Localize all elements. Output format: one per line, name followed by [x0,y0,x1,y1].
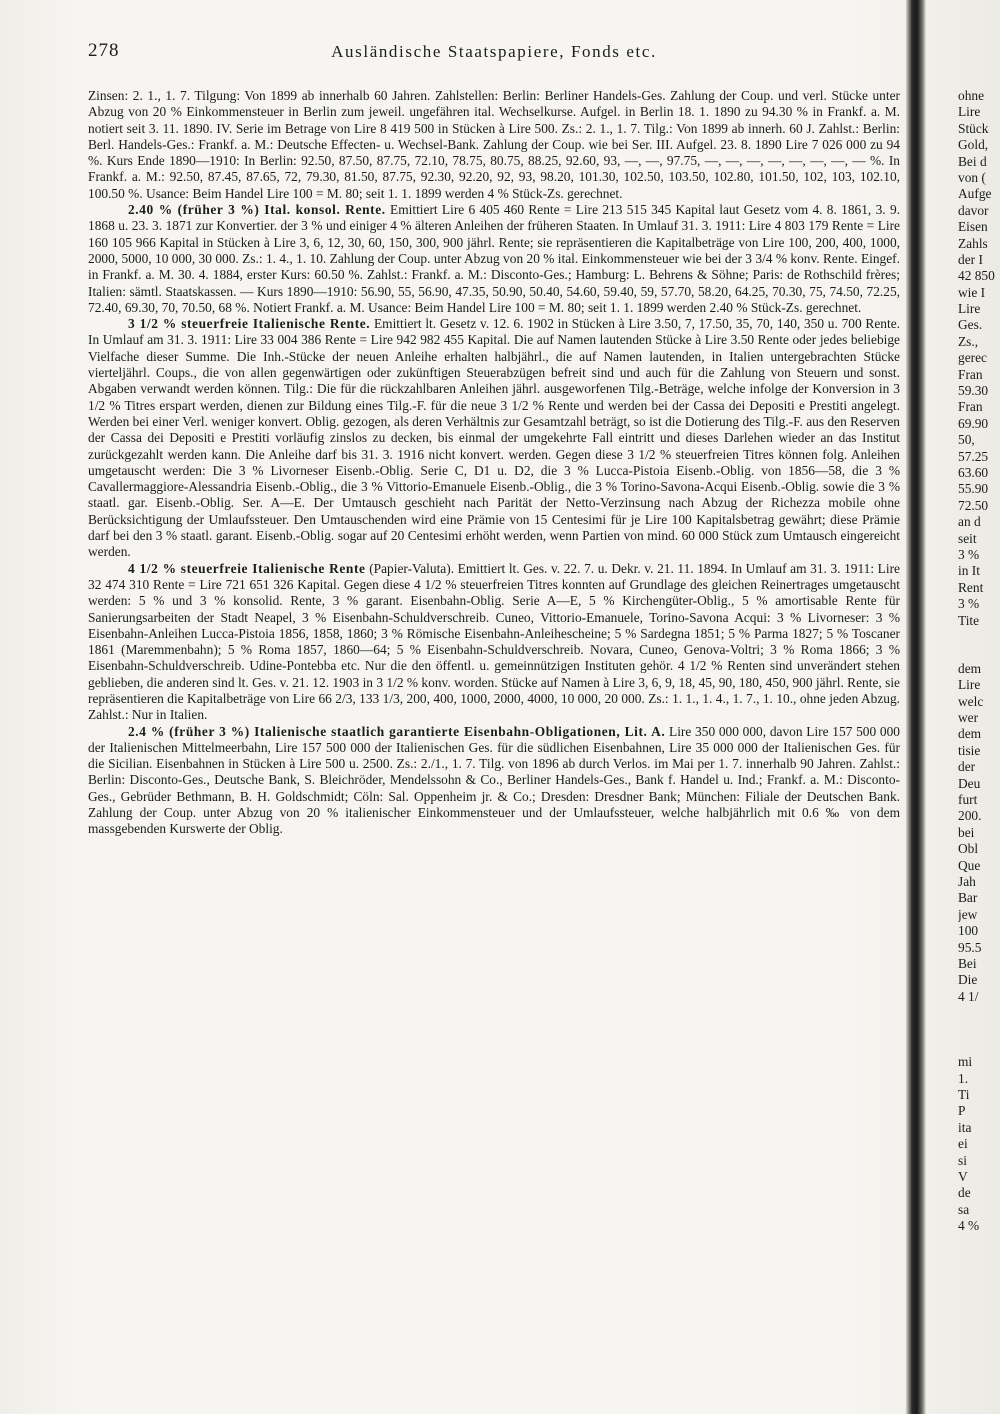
facing-page-fragment: mi [958,1054,973,1070]
facing-page-fragment: Lire [958,677,981,693]
facing-page-fragment: jew [958,906,978,922]
facing-page-fragment: ita [958,1119,972,1135]
entry-heading: 2.40 % (früher 3 %) Ital. konsol. Rente. [128,202,386,218]
facing-page-fragment: 42 850 [958,268,995,284]
facing-page-fragment: wie I [958,284,986,300]
facing-page-fragment: Gold, [958,137,989,153]
intro-paragraph: Zinsen: 2. 1., 1. 7. Tilgung: Von 1899 ab innerhalb 60 Jahren. Zahlstellen: Berlin: Berliner Handels-Ges. Zahlung der Coup. und verl. Stücke unter Abzug von 20 % Einkommensteuer in Berlin zum jeweil. ungefähren ital. Wechselkurse. Aufgel. in Berlin 18. 1. 1890 zu 94.30 % in Frankf. a. M. notiert seit 3. 11. 1890. IV. Serie im Betrage von Lire 8 419 500 in Stücken à Lire 500. Zs.: 2. 1., 1. 7. Tilg.: Von 1899 ab innerh. 60 J. Zahlst.: Berlin: Berl. Handels-Ges.: Frankf. a. M.: Deutsche Effecten- u. Wechsel-Bank. Zahlung der Coup. wie bei Ser. III. Aufgel. 23. 8. 1890 Lire 7 026 000 zu 94 %. Kurs Ende 1890—1910: In Berlin: 92.50, 87.50, 87.75, 72.10, 78.75, 80.75, 88.25, 92.60, 93, —, —, 97.75, —, —, —, —, —, —, —, — %. In Frankf. a. M.: 92.50, 87.45, 87.65, 72, 79.30, 81.50, 87.75, 92.30, 92.20, 92, 93, 98.20, 101.30, 102.50, 103.50, 102.80, 101.50, 102, 103, 102.10, 100.50 %. Usance: Beim Handel Lire 100 = M. 80; seit 1. 1. 1899 werden 4 % Stück-Zs. gerechnet. [88,88,900,201]
facing-page-fragment: Obl [958,841,979,857]
page-number: 278 [88,40,120,61]
facing-page-fragment: 4 1/ [958,988,979,1004]
running-head: Ausländische Staatspapiere, Fonds etc. [331,42,657,61]
facing-page-fragment: ohne [958,88,985,103]
facing-page-fragment: Eisen [958,219,988,235]
facing-page-fragment: Stück [958,120,989,136]
facing-page-column [958,88,1000,1400]
facing-page-fragment: der I [958,251,983,267]
entry-steuerfreie-rente-3-5 [88,316,900,560]
main-column [88,88,900,1400]
facing-page-gap [958,629,1000,661]
facing-page-fragment: 95.5 [958,939,982,955]
entry-heading: 3 1/2 % steuerfreie Italienische Rente. [128,316,371,332]
entry-text: Emittiert Lire 6 405 460 Rente = Lire 213 515 345 Kapital laut Gesetz vom 4. 8. 1861, 3. 9. 1868 u. 23. 3. 1871 zur Konvertier. der 3 % und einiger 4 % älteren Anleihen der früheren Staaten. In Umlauf 31. 3. 1911: Lire 4 803 179 Rente = Lire 160 105 966 Kapital in Stücken à Lire 3, 6, 12, 30, 60, 150, 300, 900 jährl. Rente; sie repräsentieren die Kapitalbeträge von Lire 100, 200, 400, 1000, 2000, 5000, 10 000, 30 000. Zs.: 1. 4., 1. 10. Zahlung der Coup. unter Abzug von 20 % ital. Einkommensteuer wie bei der 3 3/4 % konv. Rente. Eingef. in Frankf. a. M. 30. 4. 1884, erster Kurs: 60.50 %. Zahlst.: Frankf. a. M.: Disconto-Ges.; Hamburg: L. Behrens & Söhne; Paris: de Rothschild frères; Italien: sämtl. Staatskassen. — Kurs 1890—1910: 56.90, 55, 56.90, 47.35, 50.90, 50.40, 54.60, 59.40, 59, 57.70, 58.20, 64.25, 70.30, 75, 74.50, 72.25, 72.40, 69.30, 70, 70.50, 68 %. Notiert Frankf. a. M. Usance: Beim Handel Lire 100 = M. 80; seit 1. 1. 1899 werden 2.40 % Stück-Zs. gerechnet. [88,202,900,315]
facing-page-fragment: Aufge [958,186,992,202]
facing-page-fragment: 200. [958,808,982,824]
entry-eisenbahn-obligationen [88,724,900,838]
facing-page-fragment: sa [958,1201,970,1217]
facing-page-fragment: wer [958,710,979,726]
facing-page-fragment: Bei [958,955,977,971]
facing-page-fragment: P [958,1103,966,1119]
facing-page-fragment: von ( [958,169,986,185]
facing-page-fragment: 59.30 [958,383,989,399]
facing-page-fragment: 100 [958,923,979,939]
facing-page-fragment: bei [958,824,975,840]
facing-page-fragment: Zs., [958,333,979,349]
facing-page-fragment: Ti [958,1087,970,1103]
facing-page-fragment: Lire [958,301,981,317]
facing-page-fragment: Rent [958,579,984,595]
entry-text: (Papier-Valuta). Emittiert lt. Ges. v. 22. 7. u. Dekr. v. 21. 11. 1894. In Umlauf am 31. 3. 1911: Lire 32 474 310 Rente = Lire 721 651 326 Kapital. Gegen diese 4 1/2 % steuerfreien Titres konnten auf Grundlage des gleichen Reinertrages umgetauscht werden: 5 % und 3 % konsolid. Rente, 3 % garant. Eisenbahn-Oblig. Serie A—E, 5 % Kirchengüter-Oblig., 5 % amortisable Rente für Sanierungsarbeiten der Stadt Neapel, 3 % Eisenbahn-Schuldverschreib. Cuneo, Vittorio-Emanuele, Torino-Savona Acqui: 3 % Livorneser: 3 % Eisenbahn-Anleihen Lucca-Pistoia 1856, 1858, 1860; 3 % Römische Eisenbahn-Anleihescheine; 5 % Sardegna 1851; 5 % Parma 1827; 5 % Toscaner 1861 (Maremmenbahn); 5 % Roma 1857, 1860—64; 5 % Eisenbahn-Schuldverschreib. Novara, Cuneo, Genova-Voltri; 3 % Roma 1866; 3 % Eisenbahn-Schuldverschreib. Udine-Pontebba etc. Nur die den öffentl. u. gemeinnützigen Instituten gehör. 4 1/2 % Renten sind unverändert stehen geblieben, die anderen sind lt. Ges. v. 21. 12. 1903 in 3 1/2 % konv. worden. Stücke auf Namen à Lire 3, 6, 9, 18, 45, 90, 180, 450, 900 jährl. Rente, sie repräsentieren die Kapitalbeträge von Lire 66 2/3, 133 1/3, 200, 400, 1000, 2000, 4000, 10 000, 20 000. Zs.: 1. 1., 1. 4., 1. 7., 1. 10., ohne jeden Abzug. Zahlst.: Nur in Italien. [88,560,900,723]
facing-page-fragment: an d [958,514,981,530]
facing-page-fragment: si [958,1152,967,1168]
facing-page-fragment: 3 % [958,546,980,562]
facing-page-fragment: 1. [958,1070,969,1086]
facing-page-fragment: Fran [958,366,983,382]
facing-page-fragment: 55.90 [958,481,989,497]
entry-heading: 2.4 % (früher 3 %) Italienische staatlich garantierte Eisenbahn-Obligationen, Lit. A. [128,723,666,739]
facing-page-fragment: dem [958,660,982,676]
facing-page-fragment: de [958,1185,971,1201]
book-gutter [906,0,926,1414]
entry-steuerfreie-rente-4-5 [88,561,900,724]
entry-text: Emittiert lt. Gesetz v. 12. 6. 1902 in Stücken à Lire 3.50, 7, 17.50, 35, 70, 140, 350 u. 700 Rente. In Umlauf am 31. 3. 1911: Lire 33 004 386 Rente = Lire 942 982 455 Kapital. Die auf Namen lautenden Stücke à Lire 3.50 Rente oder jedes beliebige Vielfache dieser Summe. Die Inh.-Stücke der neuen Anleihe erhalten halbjährl., die auf Namen lautenden, in Italien untergebrachten Stücke vierteljährl. Coups., die von allen gegenwärtigen oder zukünftigen Steuerabzügen befreit sind und auch für die Zahlung von Steuern und sonst. Abgaben verwandt werden können. Tilg.: Die für die rückzahlbaren Anleihen jährl. ausgeworfenen Tilg.-Beträge, welche infolge der Konversion in 3 1/2 % Titres erspart werden, dienen zur Bildung eines Tilg.-F. für die neue 3 1/2 % Rente und werden bei der Cassa dei Depositi e Prestiti angelegt. Werden bei einer Verl. weniger konvert. Oblig. gezogen, als deren Verhältnis zur Gesamtzahl beträgt, so ist die Dotierung des Tilg.-F. aus den Reserven der Cassa dei Depositi e Prestiti vorläufig zinslos zu decken, bis einmal der umgekehrte Fall eintritt und dieses Darlehen wieder an das Institut zurückgezahlt werden kann. Die Anleihe darf bis 31. 3. 1916 nicht konvert. werden. Gegen diese 3 1/2 % steuerfreien Titres können folg. Anleihen umgetauscht werden: Die 3 % Livorneser Eisenb.-Oblig. Serie C, D1 u. D2, die 3 % Lucca-Pistoia Eisenb.-Oblig. von 1856—58, die 3 % Cavallermaggiore-Alessandria Eisenb.-Oblig., die 3 % Vittorio-Emanuele Eisenb.-Oblig., die 3 % Torino-Savona-Acqui Eisenb.-Oblig. sowie die 3 % staatl. gar. Eisenb.-Oblig. Ser. A—E. Der Umtausch geschieht nach Parität der Netto-Verzinsung nach Abzug der Richezza mobile ohne Berücksichtigung der Umlaufssteuer. Den Umtauschenden wird eine Prämie von 15 Centesimi für je Lire 100 Kapitalsbetrag gewährt; diese Prämie darf bei den 3 % staatl. garant. Eisenb.-Oblig. sogar auf 20 Centesimi erhöht werden, wenn Partien von mind. 60 000 Stück zum Umtausch eingereicht werden. [88,316,900,560]
facing-page-fragment [958,1038,1000,1054]
facing-page-fragment: Fran [958,399,983,415]
facing-page-fragment: gerec [958,350,987,366]
facing-page-fragment: tisie [958,742,981,758]
facing-page-fragment: 69.90 [958,415,989,431]
facing-page-fragment: der [958,759,976,775]
facing-page-fragment: 57.25 [958,448,989,464]
facing-page-fragment: dem [958,726,982,742]
facing-page-fragment: Zahls [958,235,988,251]
facing-page-fragment [958,1005,1000,1021]
facing-page-fragment: V [958,1169,968,1184]
entry-heading: 4 1/2 % steuerfreie Italienische Rente [128,560,366,576]
facing-page-fragment: Que [958,857,981,873]
facing-page-fragment: furt [958,792,978,808]
facing-page-fragment: Tite [958,612,980,628]
facing-page-fragment: Lire [958,104,981,120]
page-header [88,40,900,64]
facing-page-fragment: Ges. [958,317,983,333]
facing-page-fragment [958,1021,1000,1037]
facing-page-fragment: Bei d [958,153,987,169]
facing-page-fragment: Deu [958,775,981,791]
facing-page-fragment: ei [958,1136,968,1152]
facing-page-fragment: davor [958,202,989,218]
entry-text: Lire 350 000 000, davon Lire 157 500 000 der Italienischen Mittelmeerbahn, Lire 157 500 000 der Italienischen Ges. für die südlichen Eisenbahnen, Lire 35 000 000 der Italienischen Ges. für die Sicilian. Eisenbahnen in Stücken à Lire 500 u. 2500. Zs.: 2./1., 1. 7. Tilg. von 1896 ab durch Verlos. im Mai per 1. 7. innerhalb 90 Jahren. Zahlst.: Berlin: Disconto-Ges., Deutsche Bank, S. Bleichröder, Mendelssohn & Co., Berliner Handels-Ges., Bank f. Handel u. Ind.; Frankf. a. M.: Disconto-Ges., Gebrüder Bethmann, B. H. Goldschmidt; Cöln: Sal. Oppenheim jr. & Co.; Dresden: Dresdner Bank; München: Filiale der Deutschen Bank. Zahlung der Coup. unter Abzug von 20 % italienischer Einkommensteuer und der Umlaufssteuer, welche halbjährlich mit 0.6 ‰ von dem massgebenden Kurswerte der Oblig. [88,723,900,837]
entry-konsol-rente [88,202,900,316]
facing-page-fragment: 72.50 [958,497,989,513]
facing-page-fragment: 50, [958,432,975,448]
facing-page-fragment: welc [958,693,984,709]
facing-page-fragment: in It [958,563,980,579]
facing-page-fragment: Bar [958,890,978,906]
facing-page-fragment: 3 % [958,596,980,612]
facing-page-fragment: Jah [958,873,976,889]
facing-page-fragment: 4 % [958,1218,980,1234]
facing-page-fragment: 63.60 [958,464,989,480]
facing-page-fragment: Die [958,972,978,988]
facing-page-fragment: seit [958,530,977,546]
